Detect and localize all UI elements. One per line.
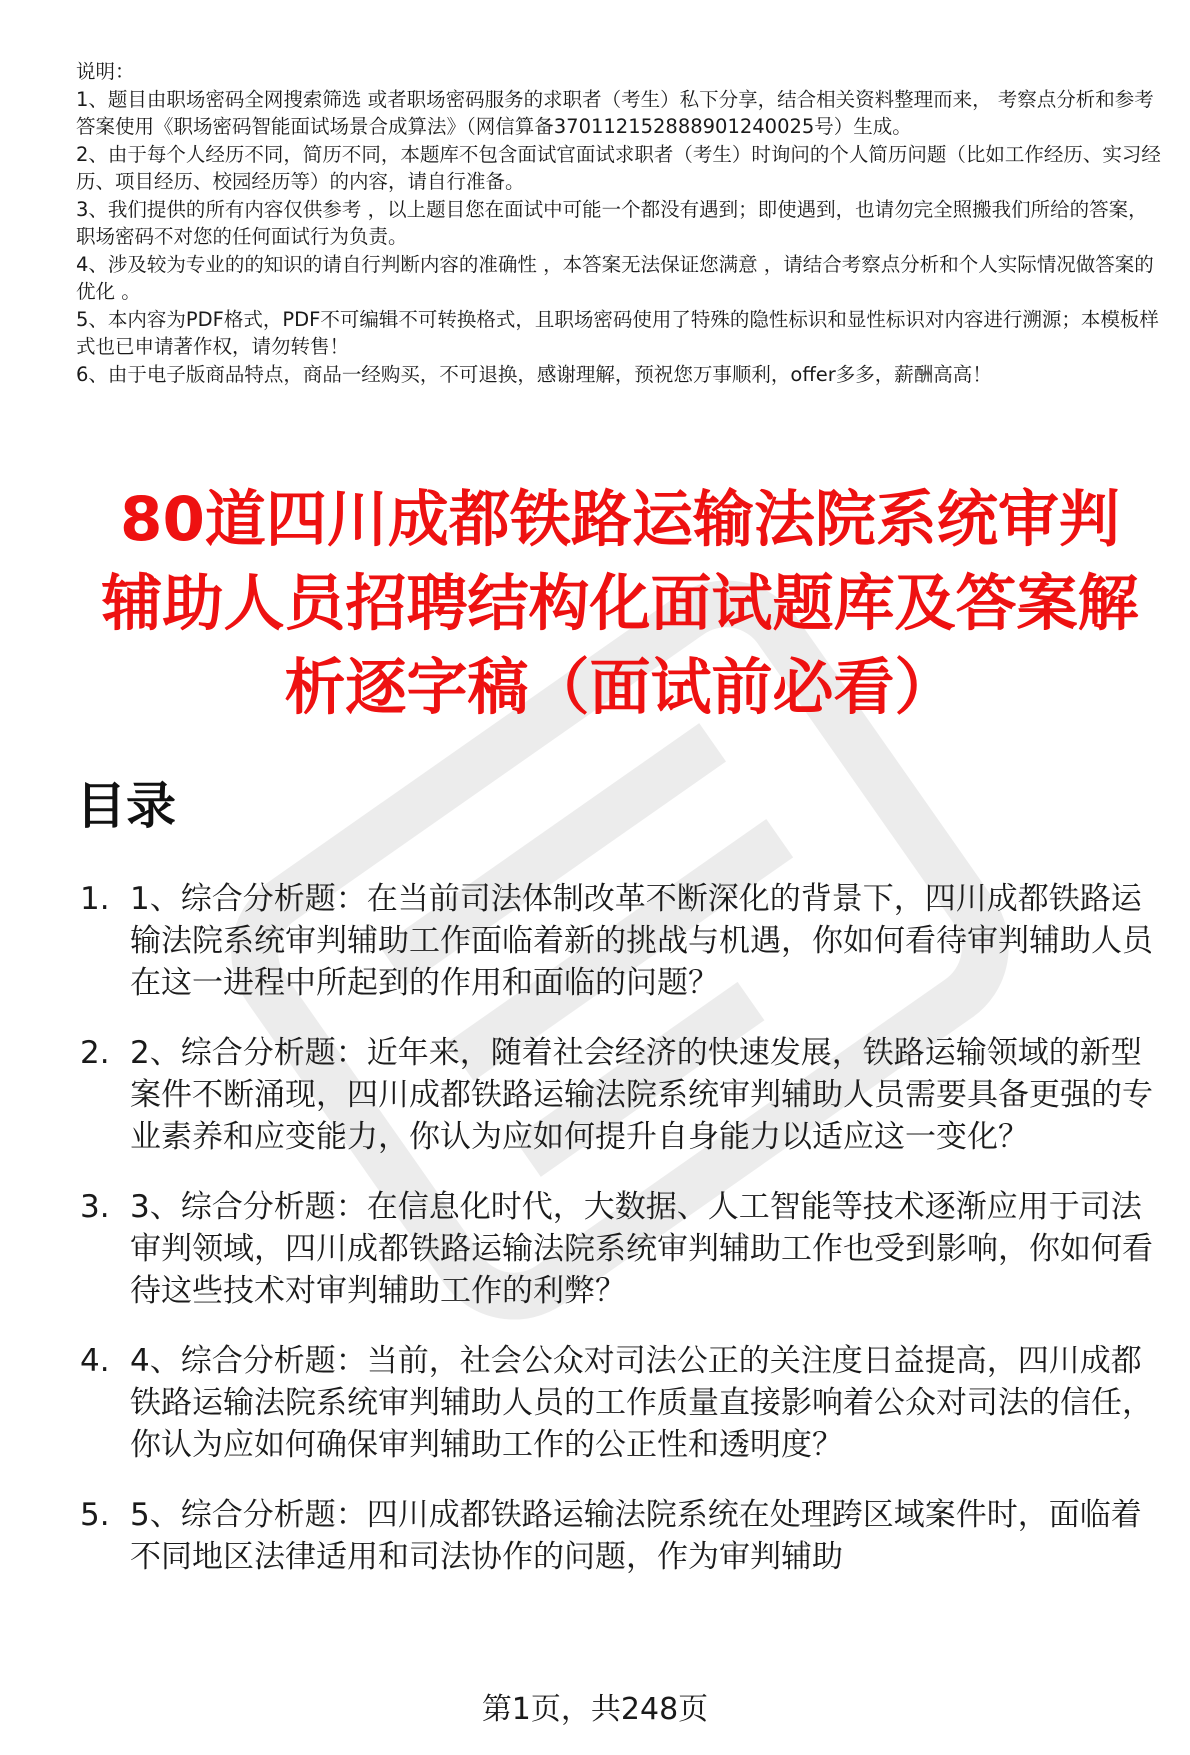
toc-item-number: 1. [80,881,110,917]
toc-list [0,878,1190,1606]
toc-item-number: 3. [80,1189,110,1225]
toc-item-text: 5、综合分析题：四川成都铁路运输法院系统在处理跨区域案件时，面临着不同地区法律适用和司法协作的问题，作为审判辅助 [130,1497,1142,1575]
toc-item-number: 4. [80,1343,110,1379]
toc-item-text: 2、综合分析题：近年来，随着社会经济的快速发展，铁路运输领域的新型案件不断涌现，四川成都铁路运输法院系统审判辅助人员需要具备更强的专业素养和应变能力，你认为应如何提升自身能力以适应这一变化？ [130,1035,1153,1155]
toc-item-5[interactable] [0,1494,1190,1578]
toc-item-4[interactable] [0,1340,1190,1466]
toc-item-text: 1、综合分析题：在当前司法体制改革不断深化的背景下，四川成都铁路运输法院系统审判辅助工作面临着新的挑战与机遇，你如何看待审判辅助人员在这一进程中所起到的作用和面临的问题？ [130,881,1153,1001]
toc-heading: 目录 [76,777,176,835]
notice-item-4: 4、涉及较为专业的的知识的请自行判断内容的准确性 ，本答案无法保证您满意 ，请结合考察点分析和个人实际情况做答案的优化 。 [76,252,1154,303]
toc-item-number: 5. [80,1497,110,1533]
toc-item-text: 4、综合分析题：当前，社会公众对司法公正的关注度日益提高，四川成都铁路运输法院系统审判辅助人员的工作质量直接影响着公众对司法的信任，你认为应如何确保审判辅助工作的公正性和透明度？ [130,1343,1153,1463]
notice-item-3: 3、我们提供的所有内容仅供参考 ，以上题目您在面试中可能一个都没有遇到；即使遇到，也请勿完全照搬我们所给的答案，职场密码不对您的任何面试行为负责。 [76,197,1148,248]
notice-item-6: 6、由于电子版商品特点，商品一经购买，不可退换，感谢理解，预祝您万事顺利，offer多多，薪酬高高！ [76,362,992,386]
toc-item-number: 2. [80,1035,110,1071]
toc-item-3[interactable] [0,1186,1190,1312]
toc-item-2[interactable] [0,1032,1190,1158]
document-title: 80道四川成都铁路运输法院系统审判辅助人员招聘结构化面试题库及答案解析逐字稿（面试前必看） [101,484,1139,723]
disclaimer-notice [76,58,1166,388]
page-footer: 第1页，共248页 [481,1692,709,1727]
toc-item-1[interactable] [0,878,1190,1004]
toc-item-text: 3、综合分析题：在信息化时代，大数据、人工智能等技术逐渐应用于司法审判领域，四川成都铁路运输法院系统审判辅助工作也受到影响，你如何看待这些技术对审判辅助工作的利弊？ [130,1189,1153,1309]
notice-item-2: 2、由于每个人经历不同，简历不同，本题库不包含面试官面试求职者（考生）时询问的个人简历问题（比如工作经历、实习经历、项目经历、校园经历等）的内容，请自行准备。 [76,142,1161,193]
notice-heading: 说明： [76,60,135,83]
notice-item-1: 1、题目由职场密码全网搜索筛选 或者职场密码服务的求职者（考生）私下分享，结合相关资料整理而来， 考察点分析和参考答案使用《职场密码智能面试场景合成算法》（网信算备370112152888901240025号）生成。 [76,87,1154,138]
notice-item-5: 5、本内容为PDF格式，PDF不可编辑不可转换格式，且职场密码使用了特殊的隐性标识和显性标识对内容进行溯源；本模板样式也已申请著作权，请勿转售！ [76,307,1159,358]
